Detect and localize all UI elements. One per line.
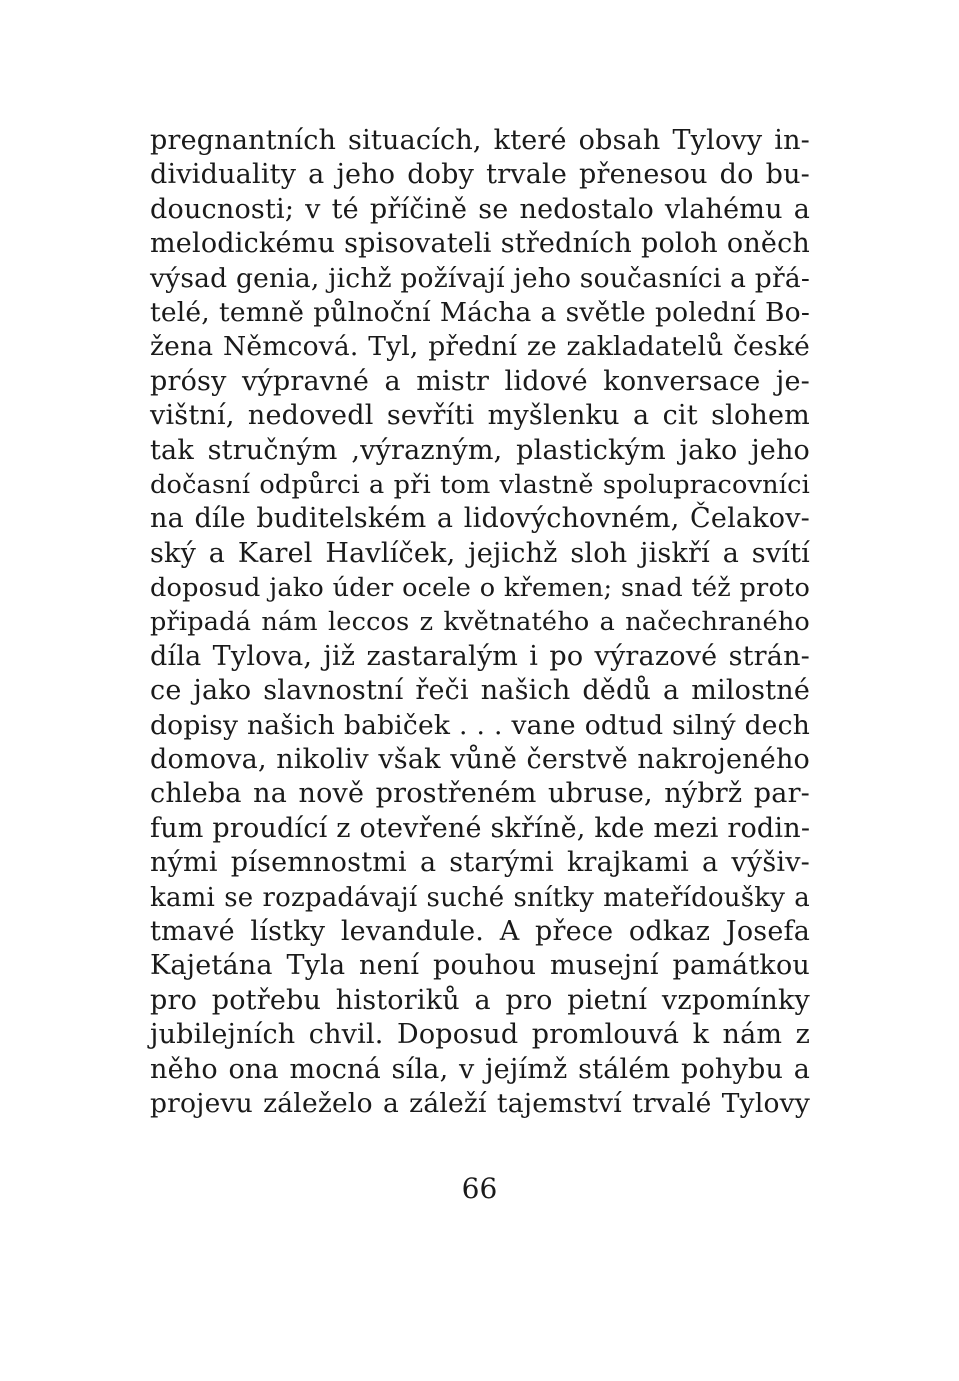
text-line: domova, nikoliv však vůně čerstvě nakrojeného [150,744,810,776]
text-line: výsad genia, jichž požívají jeho současníci a přá- [150,262,810,294]
text-line: dočasní odpůrci a při tom vlastně spolupracovníci [150,469,810,500]
page-number: 66 [461,1172,498,1205]
text-line: pregnantních situacích, které obsah Tylovy in- [150,125,810,156]
text-line: telé, temně půlnoční Mácha a světle polední Bo- [150,296,810,328]
text-line: tmavé lístky levandule. A přece odkaz Josefa [150,915,810,947]
text-line: doucnosti; v té příčině se nedostalo vlahému a [150,193,810,225]
text-line: melodickému spisovateli středních poloh oněch [150,228,810,260]
text-line: fum proudící z otevřené skříně, kde mezi rodin- [150,812,811,844]
text-line: něho ona mocná síla, v jejímž stálém pohybu a [150,1053,810,1085]
text-line: připadá nám leccos z květnatého a načechraného [150,607,810,638]
body-text [150,124,810,1121]
text-line: díla Tylova, již zastaralým i po výrazové strán- [150,640,810,672]
text-line: doposud jako úder ocele o křemen; snad též proto [150,573,810,604]
text-line: ský a Karel Havlíček, jejichž sloh jiskří a svítí [150,537,810,569]
text-line: pro potřebu historiků a pro pietní vzpomínky [150,984,810,1016]
text-line: jubilejních chvil. Doposud promlouvá k nám z [150,1019,810,1051]
text-line: vištní, nedovedl sevříti myšlenku a cit slohem [150,400,810,432]
text-line: chleba na nově prostřeném ubruse, nýbrž par- [150,778,810,810]
text-line: na díle buditelském a lidovýchovném, Čelakov- [150,503,810,535]
text-line: dividuality a jeho doby trvale přenesou do bu- [150,159,810,191]
text-line: projevu záleželo a záleží tajemství trvalé Tylovy [150,1087,810,1119]
text-line: žena Němcová. Tyl, přední ze zakladatelů české [150,331,810,363]
text-line: Kajetána Tyla není pouhou musejní památkou [150,950,810,982]
text-line: ce jako slavnostní řeči našich dědů a milostné [150,675,810,707]
text-line: nými písemnostmi a starými krajkami a výšiv- [150,847,810,879]
text-line: prósy výpravné a mistr lidové konversace je- [150,365,810,397]
text-line: tak stručným ,výrazným, plastickým jako jeho [150,434,810,466]
text-line: kami se rozpadávají suché snítky mateřídoušky a [150,882,810,913]
text-line: dopisy našich babiček . . . vane odtud silný dech [150,709,810,741]
